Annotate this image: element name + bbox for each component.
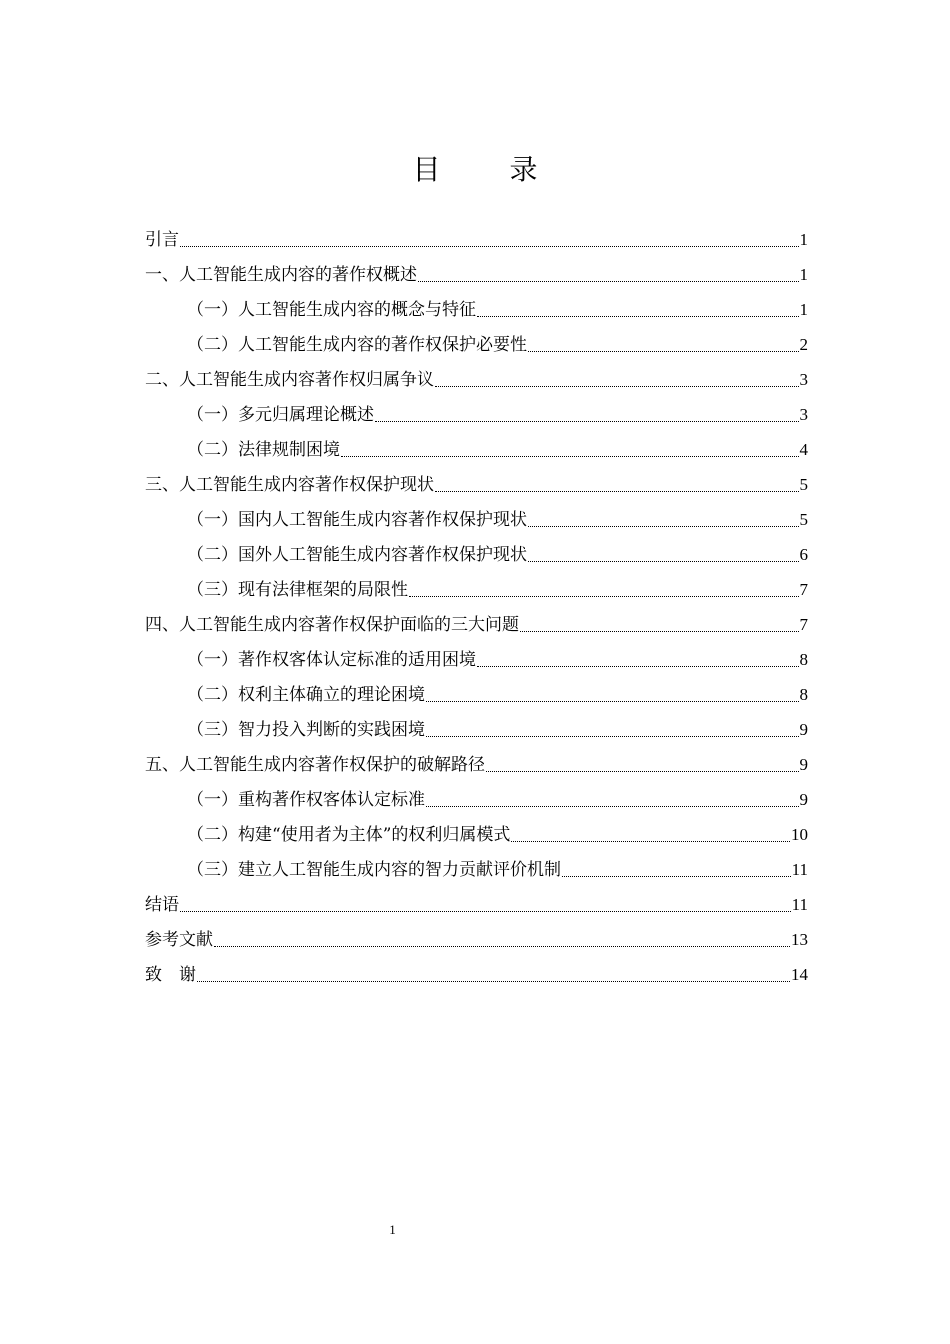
toc-entry-page-number: 14 (791, 965, 808, 984)
dot-leader (562, 875, 791, 877)
dot-leader (426, 735, 799, 737)
table-of-contents (145, 222, 808, 992)
toc-entry-text: （二）人工智能生成内容的著作权保护必要性 (187, 335, 527, 355)
dot-leader (375, 420, 799, 422)
toc-entry-text: （一）多元归属理论概述 (187, 405, 374, 425)
toc-entry[interactable] (145, 607, 808, 642)
dot-leader (180, 910, 791, 912)
toc-entry-page-number: 9 (799, 790, 808, 809)
toc-entry[interactable] (145, 362, 808, 397)
toc-entry-page-number: 2 (799, 335, 808, 354)
dot-leader (486, 770, 799, 772)
toc-entry-page-number: 11 (791, 895, 808, 914)
toc-entry-text: 五、人工智能生成内容著作权保护的破解路径 (145, 755, 485, 775)
toc-entry-text: 结语 (145, 895, 179, 915)
dot-leader (435, 490, 799, 492)
toc-entry-text: 四、人工智能生成内容著作权保护面临的三大问题 (145, 615, 519, 635)
toc-entry[interactable] (145, 677, 808, 712)
toc-entry[interactable] (145, 712, 808, 747)
toc-entry-text: 三、人工智能生成内容著作权保护现状 (145, 475, 434, 495)
toc-entry[interactable] (145, 432, 808, 467)
toc-entry-page-number: 11 (791, 860, 808, 879)
toc-entry-page-number: 9 (799, 755, 808, 774)
toc-entry[interactable] (145, 747, 808, 782)
toc-entry[interactable] (145, 572, 808, 607)
toc-entry[interactable] (145, 887, 808, 922)
dot-leader (528, 350, 799, 352)
toc-entry-text: （一）国内人工智能生成内容著作权保护现状 (187, 510, 527, 530)
dot-leader (477, 665, 799, 667)
dot-leader (477, 315, 799, 317)
dot-leader (409, 595, 799, 597)
toc-entry-page-number: 13 (791, 930, 808, 949)
toc-entry-text: 参考文献 (145, 930, 213, 950)
toc-entry-page-number: 5 (799, 475, 808, 494)
toc-entry-page-number: 7 (799, 580, 808, 599)
toc-entry-page-number: 5 (799, 510, 808, 529)
toc-entry[interactable] (145, 292, 808, 327)
toc-title: 目 录 (412, 153, 568, 186)
toc-entry[interactable] (145, 502, 808, 537)
toc-entry[interactable] (145, 957, 808, 992)
toc-entry[interactable] (145, 817, 808, 852)
toc-entry[interactable] (145, 327, 808, 362)
toc-entry-page-number: 3 (799, 405, 808, 424)
toc-entry-page-number: 4 (799, 440, 808, 459)
toc-entry[interactable] (145, 537, 808, 572)
toc-entry-text: （二）构建“使用者为主体”的权利归属模式 (187, 825, 511, 845)
toc-entry[interactable] (145, 642, 808, 677)
toc-entry[interactable] (145, 467, 808, 502)
toc-entry-page-number: 3 (799, 370, 808, 389)
toc-entry-text: （二）法律规制困境 (187, 440, 340, 460)
toc-entry-page-number: 9 (799, 720, 808, 739)
dot-leader (426, 805, 799, 807)
dot-leader (528, 525, 799, 527)
toc-entry-text: （一）重构著作权客体认定标准 (187, 790, 425, 810)
toc-entry[interactable] (145, 922, 808, 957)
toc-entry-page-number: 6 (799, 545, 808, 564)
page-number: 1 (389, 1222, 396, 1237)
toc-entry-page-number: 7 (799, 615, 808, 634)
toc-entry-text: （二）国外人工智能生成内容著作权保护现状 (187, 545, 527, 565)
toc-entry-text: （一）人工智能生成内容的概念与特征 (187, 300, 476, 320)
toc-entry-page-number: 8 (799, 685, 808, 704)
toc-entry-text: 二、人工智能生成内容著作权归属争议 (145, 370, 434, 390)
dot-leader (418, 280, 799, 282)
dot-leader (426, 700, 799, 702)
toc-entry[interactable] (145, 257, 808, 292)
toc-entry-page-number: 1 (799, 265, 808, 284)
dot-leader (341, 455, 799, 457)
dot-leader (528, 560, 799, 562)
toc-entry[interactable] (145, 397, 808, 432)
toc-entry[interactable] (145, 852, 808, 887)
toc-entry-text: （三）智力投入判断的实践困境 (187, 720, 425, 740)
dot-leader (197, 980, 790, 982)
toc-entry-text: （三）现有法律框架的局限性 (187, 580, 408, 600)
dot-leader (214, 945, 790, 947)
toc-entry-text: （一）著作权客体认定标准的适用困境 (187, 650, 476, 670)
toc-entry-text: （三）建立人工智能生成内容的智力贡献评价机制 (187, 860, 561, 880)
toc-entry-text: 一、人工智能生成内容的著作权概述 (145, 265, 417, 285)
toc-entry-text: （二）权利主体确立的理论困境 (187, 685, 425, 705)
toc-entry-page-number: 10 (791, 825, 808, 844)
dot-leader (435, 385, 799, 387)
toc-entry-text: 致 谢 (145, 965, 196, 985)
toc-entry[interactable] (145, 782, 808, 817)
toc-entry-page-number: 1 (799, 230, 808, 249)
toc-entry[interactable] (145, 222, 808, 257)
dot-leader (511, 840, 790, 842)
dot-leader (180, 245, 799, 247)
toc-entry-text: 引言 (145, 230, 179, 250)
toc-entry-page-number: 8 (799, 650, 808, 669)
toc-entry-page-number: 1 (799, 300, 808, 319)
dot-leader (520, 630, 799, 632)
